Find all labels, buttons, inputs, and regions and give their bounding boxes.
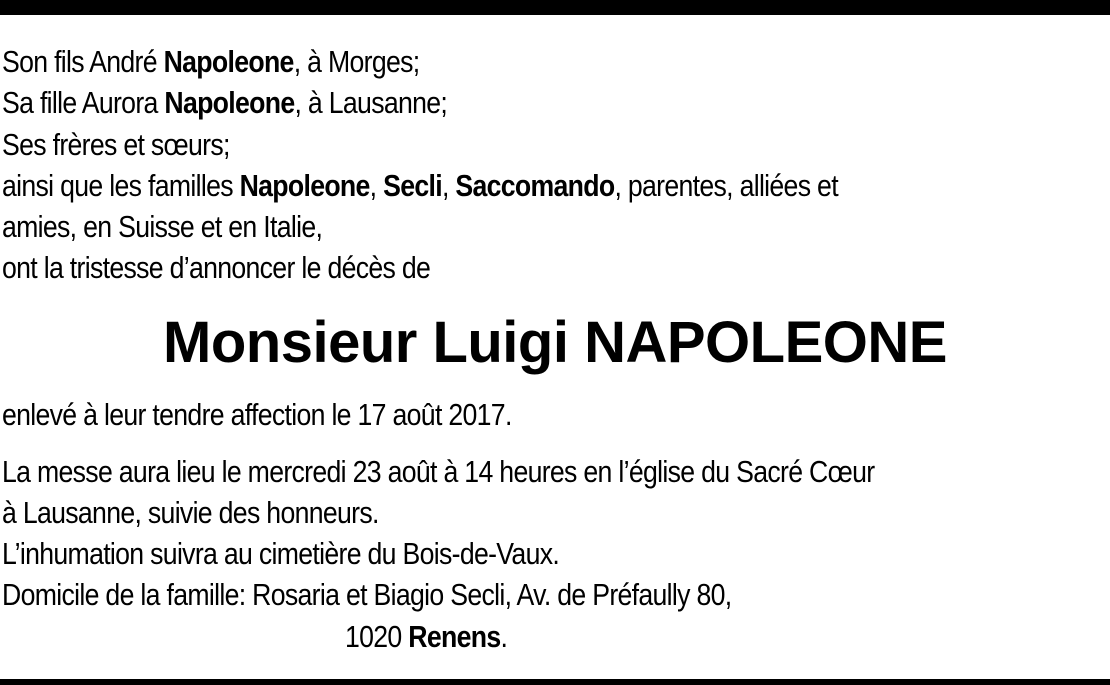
surname-bold: Secli: [383, 168, 442, 203]
surname-bold: Saccomando: [455, 168, 615, 203]
text-span: ,: [369, 168, 384, 203]
family-line-friends: amies, en Suisse et en Italie,: [2, 209, 323, 244]
postcode-text: 1020: [345, 619, 409, 654]
family-address-city-line: [345, 617, 507, 657]
text-span: , à Morges;: [293, 44, 420, 79]
announcement-line: ont la tristesse d’annoncer le décès de: [2, 250, 431, 285]
surname-bold: Napoleone: [239, 168, 370, 203]
death-date-line: enlevé à leur tendre affection le 17 août 2017.: [2, 397, 512, 432]
text-span: Son fils André: [2, 44, 164, 79]
ceremony-line: La messe aura lieu le mercredi 23 août à 14 heures en l’église du Sacré Cœur: [2, 454, 875, 489]
surname-bold: Napoleone: [164, 85, 295, 120]
text-span: ainsi que les familles: [2, 168, 240, 203]
family-line-siblings: Ses frères et sœurs;: [2, 127, 230, 162]
text-span: ,: [441, 168, 456, 203]
ceremony-line: à Lausanne, suivie des honneurs.: [2, 495, 379, 530]
top-border-rule: [0, 0, 1110, 15]
family-address-line: Domicile de la famille: Rosaria et Biagio Secli, Av. de Préfaully 80,: [2, 577, 732, 612]
surname-bold: Napoleone: [163, 44, 294, 79]
deceased-name-heading: Monsieur Luigi NAPOLEONE: [163, 310, 947, 375]
city-bold: Renens: [408, 619, 501, 654]
family-line-daughter: [2, 83, 447, 123]
burial-line: L’inhumation suivra au cimetière du Bois-de-Vaux.: [2, 536, 560, 571]
text-span: .: [500, 619, 508, 654]
family-line-families: [2, 166, 838, 206]
text-span: , à Lausanne;: [294, 85, 448, 120]
family-line-son: [2, 42, 419, 82]
text-span: Sa fille Aurora: [2, 85, 165, 120]
bottom-border-rule: [0, 679, 1110, 685]
text-span: , parentes, alliées et: [614, 168, 838, 203]
